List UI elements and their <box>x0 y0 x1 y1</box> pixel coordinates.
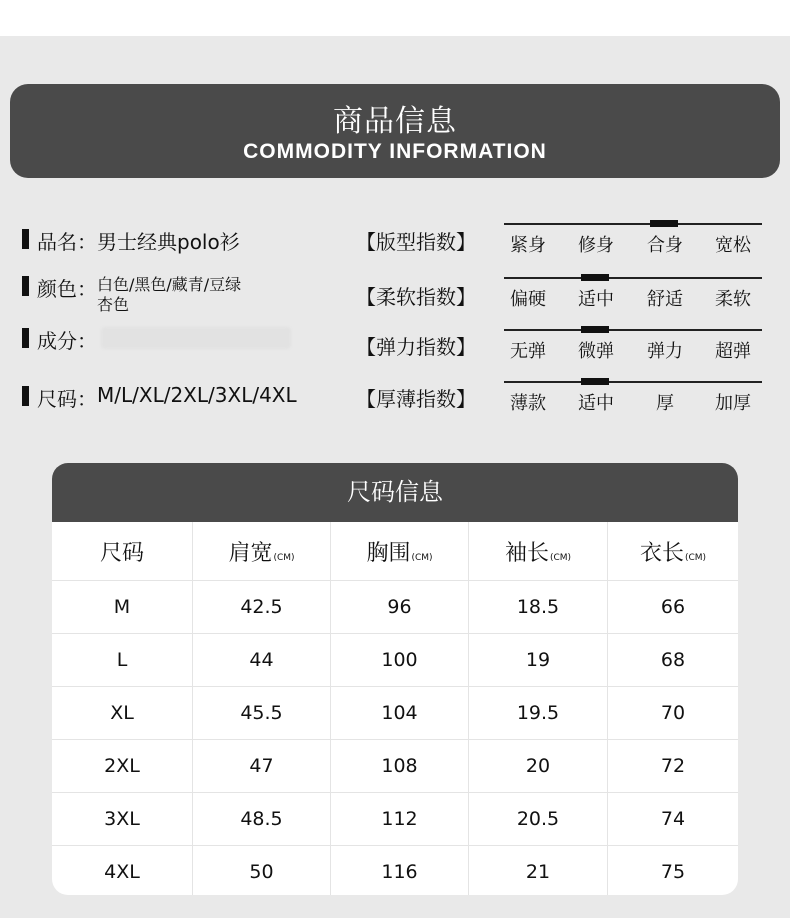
table-cell: 68 <box>608 634 739 687</box>
table-row <box>52 793 738 846</box>
table-cell: 104 <box>331 687 469 740</box>
size-info-card <box>52 463 738 895</box>
index-fit-scale-line <box>504 223 762 225</box>
index-softness-marker <box>581 274 609 281</box>
top-margin <box>0 0 790 36</box>
size-table-header <box>608 522 739 581</box>
index-softness-option: 舒适 <box>647 289 683 310</box>
color-line-1: 白色/黑色/藏青/豆绿 <box>97 275 242 294</box>
index-fit-option: 合身 <box>647 235 683 256</box>
table-cell: 96 <box>331 581 469 634</box>
size-table-header <box>469 522 608 581</box>
table-cell: 21 <box>469 846 608 896</box>
table-cell: M <box>52 581 193 634</box>
color-line-2: 杏色 <box>97 295 130 314</box>
index-fit-option: 修身 <box>578 235 614 256</box>
header-title-en: COMMODITY INFORMATION <box>243 140 547 163</box>
table-cell: 20.5 <box>469 793 608 846</box>
header-size-label: 尺码 <box>99 540 144 566</box>
table-cell: 70 <box>608 687 739 740</box>
table-cell: 75 <box>660 861 686 883</box>
header-unit: (CM) <box>549 552 572 563</box>
table-cell: 108 <box>331 740 469 793</box>
table-cell: 112 <box>331 793 469 846</box>
index-softness-label: 【柔软指数】 <box>356 285 476 309</box>
index-elasticity-option: 弹力 <box>647 341 683 362</box>
index-softness-scale-line <box>504 277 762 279</box>
table-cell: 4XL <box>52 846 193 896</box>
table-cell: 66 <box>608 581 739 634</box>
bullet-bar-icon <box>22 229 29 249</box>
table-cell: 19 <box>469 634 608 687</box>
header-banner <box>10 84 780 178</box>
table-cell: 45.5 <box>193 687 331 740</box>
header-chest-label: 胸围 <box>366 540 411 566</box>
bullet-bar-icon <box>22 328 29 348</box>
product-name-row <box>22 226 240 255</box>
header-unit: (CM) <box>273 552 295 563</box>
index-thickness-marker <box>581 378 609 385</box>
table-cell: 72 <box>608 740 739 793</box>
index-elasticity-option: 无弹 <box>510 341 546 362</box>
index-softness-option: 适中 <box>578 289 614 310</box>
index-thickness-option: 适中 <box>578 393 614 414</box>
index-thickness-label: 【厚薄指数】 <box>356 387 476 411</box>
index-fit-option: 宽松 <box>715 235 751 256</box>
header-shoulder-label: 肩宽 <box>228 540 273 566</box>
index-thickness-option: 厚 <box>656 393 674 414</box>
header-length-label: 衣长 <box>639 540 684 566</box>
table-cell: L <box>52 634 193 687</box>
table-row <box>52 687 738 740</box>
product-size-label: 尺码： <box>37 387 97 411</box>
table-row <box>52 846 738 896</box>
table-cell: 74 <box>608 793 739 846</box>
index-elasticity-option: 微弹 <box>578 341 614 362</box>
size-table-header <box>331 522 469 581</box>
product-material-blurred-value <box>101 327 291 349</box>
table-row <box>52 740 738 793</box>
size-info-title: 尺码信息 <box>52 463 738 522</box>
index-elasticity-option: 超弹 <box>715 341 751 362</box>
size-table-header <box>52 522 193 581</box>
header-unit: (CM) <box>411 552 433 563</box>
table-cell: 116 <box>331 846 469 896</box>
index-fit-option: 紧身 <box>510 235 546 256</box>
table-cell: XL <box>52 687 193 740</box>
table-cell: 20 <box>469 740 608 793</box>
product-color-value <box>97 275 241 315</box>
index-thickness-scale-line <box>504 381 762 383</box>
table-cell: 42.5 <box>193 581 331 634</box>
index-thickness-option: 薄款 <box>510 393 546 414</box>
index-fit-label: 【版型指数】 <box>356 230 476 254</box>
product-size-row <box>22 383 297 412</box>
size-table-header-row <box>52 522 738 581</box>
index-softness-option: 偏硬 <box>510 289 546 310</box>
product-size-value: M/L/XL/2XL/3XL/4XL <box>97 383 297 407</box>
product-color-label: 颜色： <box>37 277 97 301</box>
index-elasticity-marker <box>581 326 609 333</box>
table-cell: 2XL <box>52 740 193 793</box>
index-thickness-option: 加厚 <box>715 393 751 414</box>
product-color-row <box>22 273 241 315</box>
table-row <box>52 634 738 687</box>
table-row <box>52 581 738 634</box>
table-cell: 100 <box>331 634 469 687</box>
product-name-value: 男士经典polo衫 <box>97 230 240 254</box>
index-elasticity-scale-line <box>504 329 762 331</box>
size-table-header <box>193 522 331 581</box>
table-cell: 18.5 <box>469 581 608 634</box>
table-cell: 3XL <box>52 793 193 846</box>
table-cell: 19.5 <box>469 687 608 740</box>
header-sleeve-label: 袖长 <box>504 540 549 566</box>
header-unit: (CM) <box>684 552 707 563</box>
size-table <box>52 522 738 895</box>
product-name-label: 品名： <box>37 230 97 254</box>
product-material-row <box>22 325 291 354</box>
index-fit-marker <box>650 220 678 227</box>
bullet-bar-icon <box>22 276 29 296</box>
index-elasticity-label: 【弹力指数】 <box>356 335 476 359</box>
product-material-label: 成分： <box>37 329 97 353</box>
header-title-zh: 商品信息 <box>333 104 457 139</box>
table-cell: 48.5 <box>193 793 331 846</box>
table-cell: 50 <box>193 846 331 896</box>
bullet-bar-icon <box>22 386 29 406</box>
table-cell: 44 <box>193 634 331 687</box>
table-cell: 47 <box>193 740 331 793</box>
index-softness-option: 柔软 <box>715 289 751 310</box>
